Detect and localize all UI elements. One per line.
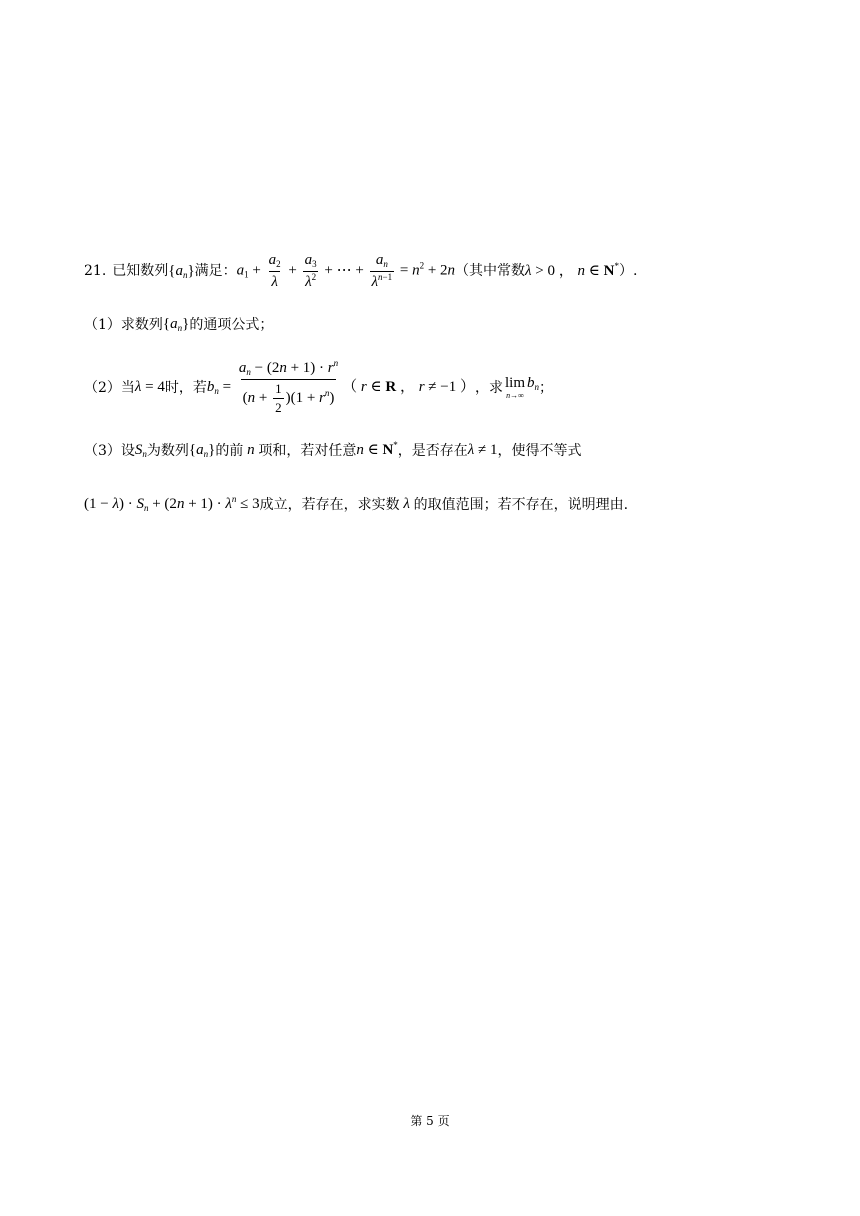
math-inequality: $(1 - \lambda) \cdot S_n + (2n + 1) \cdot \lambda^n \le 3$	[84, 494, 260, 513]
math-sn: $S_n$	[134, 442, 147, 459]
math-sequence: $\{a_n\}$	[168, 262, 195, 280]
math-equation: $a_1$ + $\frac{a_2}{\lambda}$ + $\frac{a_3}{\lambda^2}$ + ⋯ + $\frac{a_n}{\lambda^{n-1}}$ = $n^2 + 2n$	[236, 252, 456, 290]
math-limit: lim n→∞ $b_n$	[505, 374, 540, 400]
part-2: （2） 当 λ = 4 时，若 $b_n$ = $a_n - (2n + 1) \cdot r^n$ (n + $\frac{1}{2}$ )$(1 + r^n)$ （ r ∈ R ， r ≠ −1 ） ，求 lim n→∞ $b_n$ ；	[84, 358, 554, 415]
math-sequence: $\{a_n\}$	[162, 316, 190, 333]
math-lambda-ne-1: λ ≠ 1	[467, 442, 498, 458]
math-lambda: λ	[399, 496, 414, 512]
math-n: n	[243, 442, 259, 458]
math-sequence: $\{a_n\}$	[188, 442, 216, 459]
problem-statement: 21. 已知数列 $\{a_n\}$ 满足： $a_1$ + $\frac{a_2}{\lambda}$ + $\frac{a_3}{\lambda^2}$ + ⋯ + $\frac{a_n}{\lambda^{n-1}}$ = $n^2 + 2n$ （其中常数 λ > 0 ， n ∈ N* ）.	[84, 252, 638, 290]
part-3: （3） 设 $S_n$ 为数列 $\{a_n\}$ 的前 n 项和，若对任意 n ∈ N* ，是否存在 λ ≠ 1 ，使得不等式	[84, 440, 582, 459]
page-number: 第 5 页	[410, 1114, 450, 1128]
math-bn-definition: $b_n$ = $a_n - (2n + 1) \cdot r^n$ (n + $\frac{1}{2}$ )$(1 + r^n)$	[206, 358, 339, 415]
problem-number: 21.	[84, 263, 107, 279]
math-condition: λ > 0 ， n ∈ N*	[525, 260, 619, 279]
part-1: （1） 求数列 $\{a_n\}$ 的通项公式；	[84, 316, 274, 333]
math-n-in-N: n ∈ N*	[356, 440, 398, 458]
math-r-condition: （ r ∈ R ， r ≠ −1 ）	[342, 379, 475, 396]
part-3-inequality: $(1 - \lambda) \cdot S_n + (2n + 1) \cdot \lambda^n \le 3$ 成立，若存在，求实数 λ 的取值范围；若不存在，说明理由.	[84, 494, 629, 513]
math-lambda: λ = 4	[134, 379, 165, 396]
